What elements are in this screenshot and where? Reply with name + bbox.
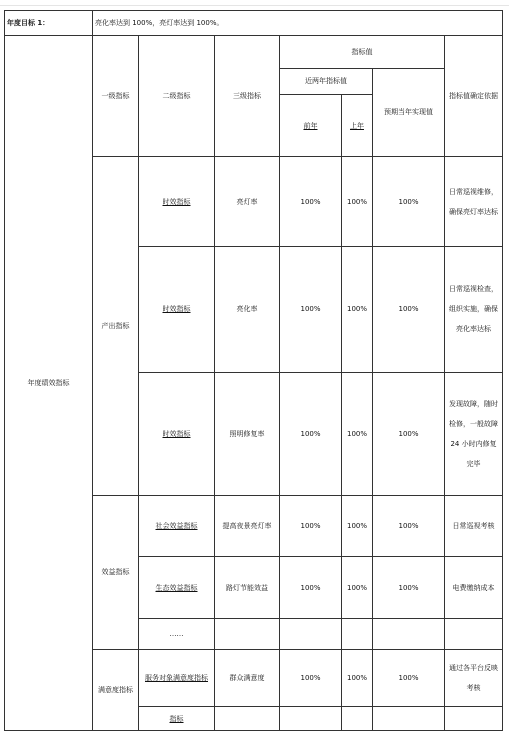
output-expected: 100% bbox=[373, 372, 445, 495]
output-expected: 100% bbox=[373, 247, 445, 372]
output-expected: 100% bbox=[373, 156, 445, 246]
goal-label: 年度目标 1： bbox=[5, 11, 93, 36]
benefit-level2: …… bbox=[139, 619, 215, 650]
satisfaction-prev bbox=[280, 707, 342, 731]
benefit-basis bbox=[445, 619, 503, 650]
performance-indicator-table bbox=[4, 10, 503, 731]
benefit-level3: 提高夜景亮灯率 bbox=[215, 495, 280, 557]
benefit-level2: 社会效益指标 bbox=[139, 495, 215, 557]
satisfaction-level2: 服务对象满意度指标 bbox=[139, 649, 215, 707]
header-expected: 预期当年实现值 bbox=[373, 68, 445, 156]
benefit-basis: 电费缴纳成本 bbox=[445, 557, 503, 619]
header-prev-year: 前年 bbox=[280, 95, 342, 157]
output-prev: 100% bbox=[280, 372, 342, 495]
annual-performance-label: 年度绩效指标 bbox=[5, 35, 93, 730]
header-last-year: 上年 bbox=[342, 95, 373, 157]
output-level2: 时效指标 bbox=[139, 247, 215, 372]
output-level3: 亮灯率 bbox=[215, 156, 280, 246]
satisfaction-expected bbox=[373, 707, 445, 731]
benefit-level3: 路灯节能效益 bbox=[215, 557, 280, 619]
benefit-prev: 100% bbox=[280, 557, 342, 619]
output-level1: 产出指标 bbox=[93, 156, 139, 495]
goal-text: 亮化率达到 100%，亮灯率达到 100%。 bbox=[93, 11, 503, 36]
satisfaction-level3 bbox=[215, 707, 280, 731]
output-level2: 时效指标 bbox=[139, 372, 215, 495]
satisfaction-last: 100% bbox=[342, 649, 373, 707]
satisfaction-level3: 群众满意度 bbox=[215, 649, 280, 707]
benefit-expected: 100% bbox=[373, 495, 445, 557]
benefit-level1: 效益指标 bbox=[93, 495, 139, 649]
output-prev: 100% bbox=[280, 156, 342, 246]
output-level2: 时效指标 bbox=[139, 156, 215, 246]
output-last: 100% bbox=[342, 372, 373, 495]
benefit-level3 bbox=[215, 619, 280, 650]
output-level3: 亮化率 bbox=[215, 247, 280, 372]
header-level3: 三级指标 bbox=[215, 35, 280, 156]
output-basis: 日常巡视检查，组织实施，确保亮化率达标 bbox=[445, 247, 503, 372]
header-recent-two-years: 近两年指标值 bbox=[280, 68, 373, 95]
benefit-expected bbox=[373, 619, 445, 650]
satisfaction-last bbox=[342, 707, 373, 731]
header-basis: 指标值确定依据 bbox=[445, 35, 503, 156]
satisfaction-basis: 通过各平台反映考核 bbox=[445, 649, 503, 707]
output-last: 100% bbox=[342, 247, 373, 372]
benefit-basis: 日常巡视考核 bbox=[445, 495, 503, 557]
benefit-last: 100% bbox=[342, 495, 373, 557]
benefit-last bbox=[342, 619, 373, 650]
header-level2: 二级指标 bbox=[139, 35, 215, 156]
header-indicator-value: 指标值 bbox=[280, 35, 445, 68]
benefit-level2: 生态效益指标 bbox=[139, 557, 215, 619]
benefit-prev: 100% bbox=[280, 495, 342, 557]
output-basis: 日常巡视维修，确保亮灯率达标 bbox=[445, 156, 503, 246]
header-level1: 一级指标 bbox=[93, 35, 139, 156]
output-basis: 发现故障，随时检修，一般故障 24 小时内修复完毕 bbox=[445, 372, 503, 495]
satisfaction-expected: 100% bbox=[373, 649, 445, 707]
benefit-last: 100% bbox=[342, 557, 373, 619]
benefit-prev bbox=[280, 619, 342, 650]
header-row-1 bbox=[5, 35, 503, 68]
output-last: 100% bbox=[342, 156, 373, 246]
page-top-rule bbox=[0, 0, 509, 6]
satisfaction-prev: 100% bbox=[280, 649, 342, 707]
benefit-expected: 100% bbox=[373, 557, 445, 619]
satisfaction-level2: 指标 bbox=[139, 707, 215, 731]
output-prev: 100% bbox=[280, 247, 342, 372]
satisfaction-level1: 满意度指标 bbox=[93, 649, 139, 730]
satisfaction-basis bbox=[445, 707, 503, 731]
output-level3: 照明修复率 bbox=[215, 372, 280, 495]
goal-row bbox=[5, 11, 503, 36]
